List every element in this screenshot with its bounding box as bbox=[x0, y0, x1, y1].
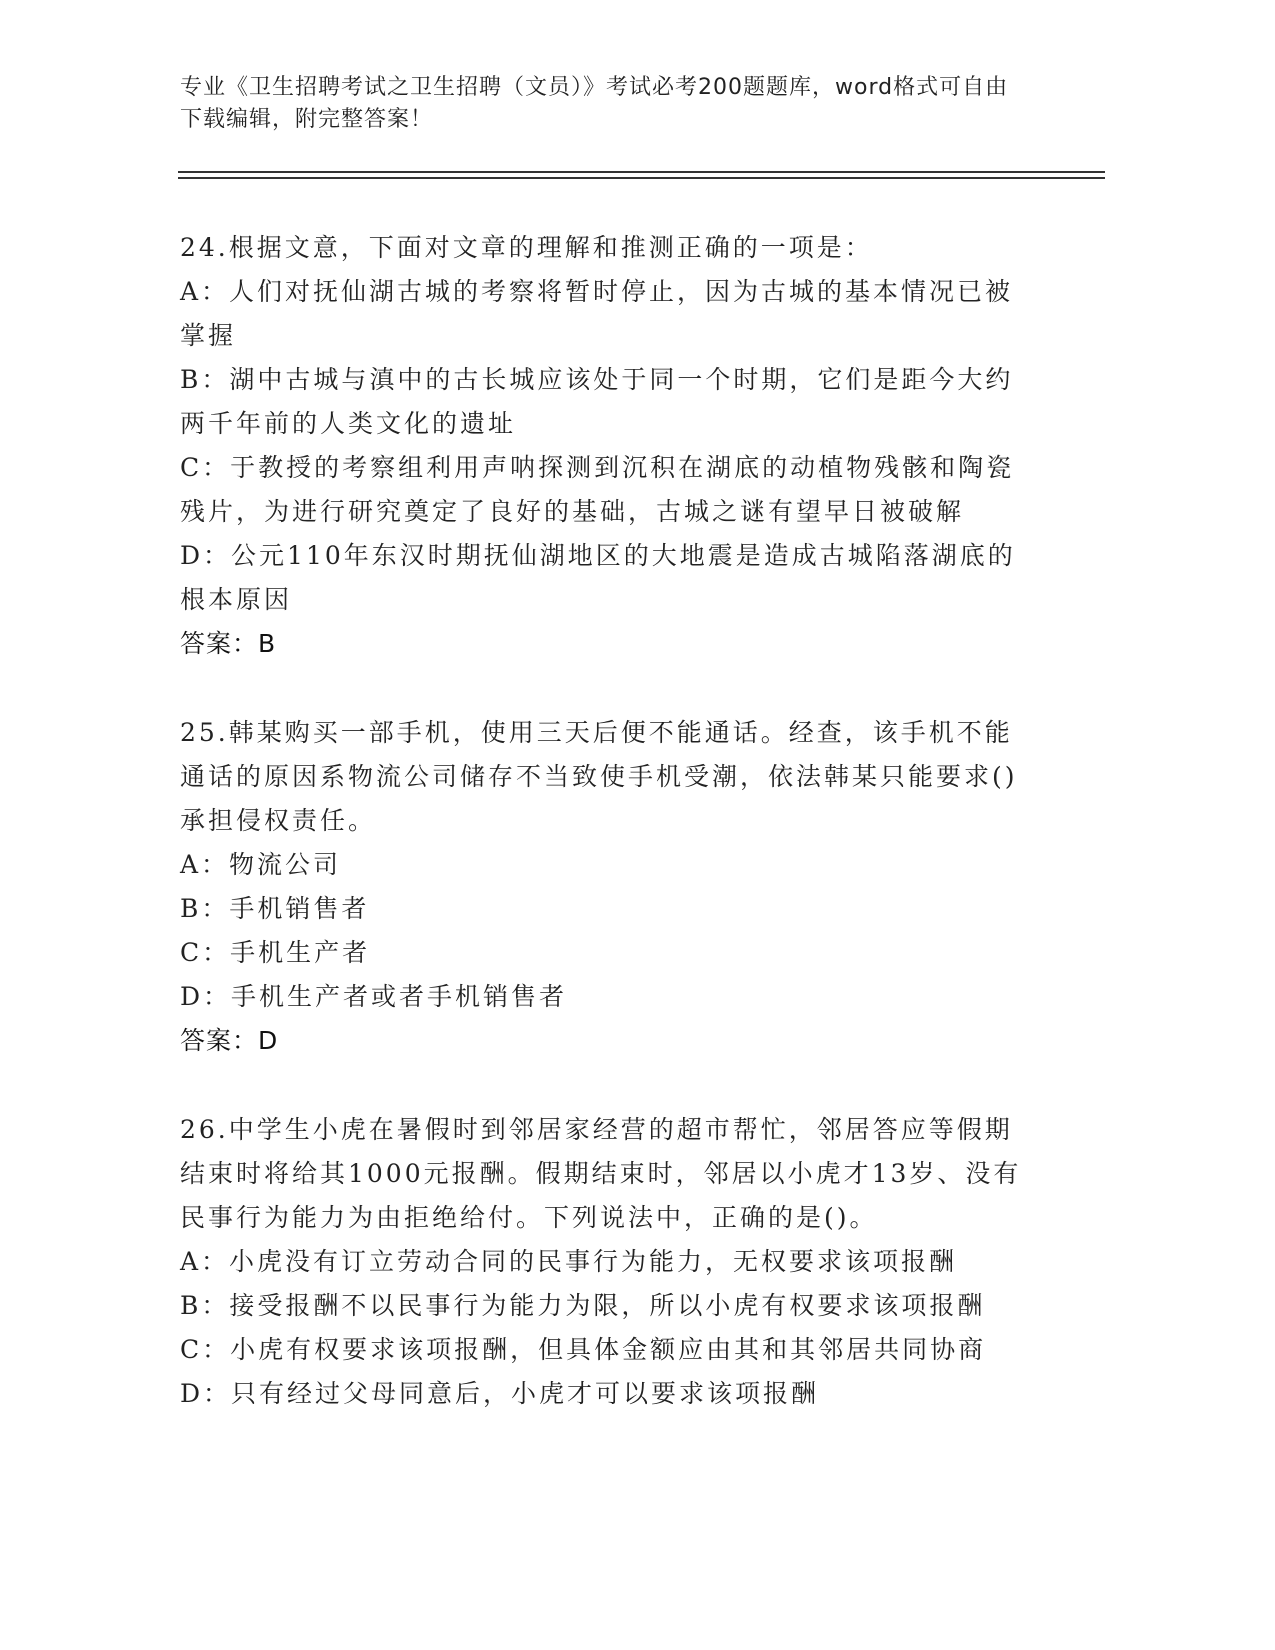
option-c: C：于教授的考察组利用声呐探测到沉积在湖底的动植物残骸和陶瓷残片，为进行研究奠定了良好的基础，古城之谜有望早日被破解 bbox=[180, 453, 1015, 526]
question-24 bbox=[180, 226, 1030, 666]
option-c: C：手机生产者 bbox=[180, 938, 371, 967]
option-b: B：接受报酬不以民事行为能力为限，所以小虎有权要求该项报酬 bbox=[180, 1291, 986, 1320]
question-stem: 26.中学生小虎在暑假时到邻居家经营的超市帮忙，邻居答应等假期结束时将给其1000元报酬。假期结束时，邻居以小虎才13岁、没有民事行为能力为由拒绝给付。下列说法中，正确的是()。 bbox=[180, 1115, 1022, 1232]
option-b: B：手机销售者 bbox=[180, 894, 370, 923]
option-a: A：小虎没有订立劳动合同的民事行为能力，无权要求该项报酬 bbox=[180, 1247, 958, 1276]
question-25 bbox=[180, 711, 1030, 1063]
answer-line: 答案：B bbox=[180, 629, 277, 658]
option-c: C：小虎有权要求该项报酬，但具体金额应由其和其邻居共同协商 bbox=[180, 1335, 987, 1364]
answer-line: 答案：D bbox=[180, 1026, 279, 1055]
option-d: D：手机生产者或者手机销售者 bbox=[180, 982, 568, 1011]
option-a: A：物流公司 bbox=[180, 850, 342, 879]
question-26 bbox=[180, 1108, 1030, 1416]
question-list bbox=[180, 226, 1030, 1461]
header-divider-top bbox=[178, 171, 1105, 173]
question-stem: 25.韩某购买一部手机，使用三天后便不能通话。经查，该手机不能通话的原因系物流公司储存不当致使手机受潮，依法韩某只能要求()承担侵权责任。 bbox=[180, 718, 1018, 835]
document-header: 专业《卫生招聘考试之卫生招聘（文员）》考试必考200题题库，word格式可自由下载编辑，附完整答案！ bbox=[180, 75, 1009, 132]
question-stem: 24.根据文意，下面对文章的理解和推测正确的一项是： bbox=[180, 233, 873, 262]
option-d: D：只有经过父母同意后，小虎才可以要求该项报酬 bbox=[180, 1379, 820, 1408]
option-a: A：人们对抚仙湖古城的考察将暂时停止，因为古城的基本情况已被掌握 bbox=[180, 277, 1014, 350]
header-divider-bottom bbox=[178, 177, 1105, 179]
option-b: B：湖中古城与滇中的古长城应该处于同一个时期，它们是距今大约两千年前的人类文化的遗址 bbox=[180, 365, 1014, 438]
option-d: D：公元110年东汉时期抚仙湖地区的大地震是造成古城陷落湖底的根本原因 bbox=[180, 541, 1016, 614]
